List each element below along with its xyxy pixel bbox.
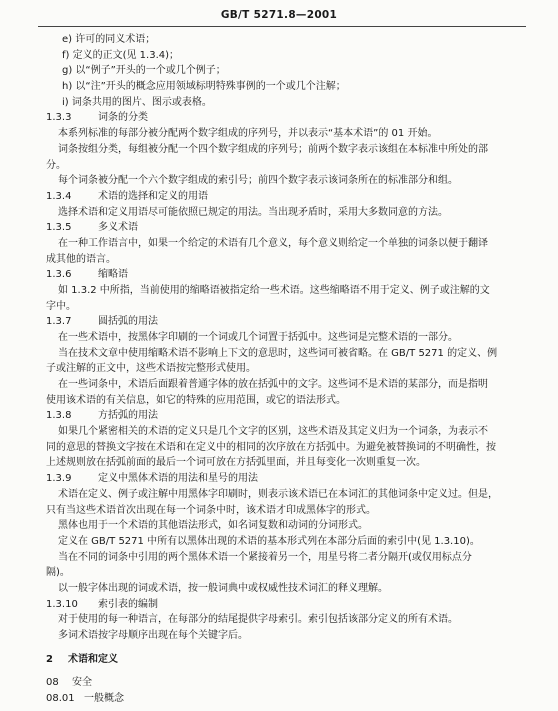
section-number: 1.3.5 bbox=[46, 222, 72, 234]
header-rule bbox=[38, 26, 526, 27]
section-number: 1.3.4 bbox=[46, 190, 72, 202]
paragraph-line: 在一些术语中，按黑体字印刷的一个词或几个词置于括弧中。这些词是完整术语的一部分。 bbox=[58, 332, 458, 343]
list-item: f) 定义的正文(见 1.3.4)； bbox=[62, 49, 180, 61]
paragraph-line: 使用该术语的有关信息，如它的特殊的应用范围，或它的语法形式。 bbox=[46, 394, 346, 406]
paragraph-line: 在一些词条中，术语后面跟着普通字体的放在括弧中的文字。这些词不是术语的某部分，而是指明 bbox=[58, 379, 488, 390]
subgroup-heading bbox=[46, 692, 124, 705]
chapter-title: 术语和定义 bbox=[68, 653, 118, 665]
chapter-number: 2 bbox=[46, 653, 53, 665]
paragraph-line: 本系列标准的每部分被分配两个数字组成的序列号，并以表示“基本术语”的 01 开始。 bbox=[58, 128, 438, 140]
paragraph-line: 术语在定义、例子或注解中用黑体字印刷时，则表示该术语已在本词汇的其他词条中定义过。但是， bbox=[58, 488, 498, 500]
section-number: 1.3.3 bbox=[46, 112, 72, 124]
paragraph-line: 隔)。 bbox=[46, 567, 70, 579]
section-heading-1-3-6 bbox=[46, 268, 128, 281]
group-title: 安全 bbox=[72, 677, 92, 689]
paragraph-line: 分。 bbox=[46, 159, 66, 171]
section-heading-1-3-4 bbox=[46, 190, 208, 203]
chapter-heading bbox=[46, 653, 118, 666]
paragraph-line: 以一般字体出现的词或术语，按一般词典中或权威性技术词汇的释义理解。 bbox=[58, 582, 388, 594]
paragraph-line: 子或注解的正文中，这些术语按完整形式使用。 bbox=[46, 363, 256, 375]
list-item: g) 以“例子”开头的一个或几个例子； bbox=[62, 65, 226, 77]
group-number: 08 bbox=[46, 677, 59, 689]
paragraph-line: 当在不同的词条中引用的两个黑体术语一个紧接着另一个，用星号将二者分隔开(或仅用标点分 bbox=[58, 551, 472, 563]
section-heading-1-3-8 bbox=[46, 409, 158, 422]
section-heading-1-3-3 bbox=[46, 111, 148, 124]
section-heading-1-3-7 bbox=[46, 315, 158, 328]
section-title: 多义术语 bbox=[98, 222, 138, 234]
section-title: 词条的分类 bbox=[98, 112, 148, 124]
paragraph-line: 上述规则放在括弧前面的最后一个词可放在方括弧里面，并且每变化一次则重复一次。 bbox=[46, 457, 426, 469]
list-item: e) 许可的同义术语； bbox=[62, 34, 156, 45]
paragraph-line: 只有当这些术语首次出现在每一个词条中时，该术语才印成黑体字的形式。 bbox=[46, 504, 376, 516]
section-title: 术语的选择和定义的用语 bbox=[98, 190, 208, 202]
paragraph-line: 多词术语按字母顺序出现在每个关键字后。 bbox=[58, 630, 248, 641]
paragraph-line: 对于使用的每一种语言，在每部分的结尾提供字母索引。索引包括该部分定义的所有术语。 bbox=[58, 614, 458, 626]
list-item: h) 以“注”开头的概念应用领域标明特殊事例的一个或几个注解； bbox=[62, 81, 346, 92]
section-heading-1-3-10 bbox=[46, 598, 158, 611]
paragraph-line: 成其他的语言。 bbox=[46, 253, 116, 265]
group-heading bbox=[46, 676, 92, 689]
section-heading-1-3-9 bbox=[46, 472, 258, 485]
paragraph-line: 词条按组分类，每组被分配一个四个数字组成的序列号；前两个数字表示该组在本标准中所处的部 bbox=[58, 143, 488, 155]
paragraph-line: 每个词条被分配一个六个数字组成的索引号；前四个数字表示该词条所在的标准部分和组。 bbox=[58, 175, 458, 187]
paragraph-line: 选择术语和定义用语尽可能依照已规定的用法。当出现矛盾时，采用大多数同意的方法。 bbox=[58, 206, 448, 218]
section-number: 1.3.6 bbox=[46, 269, 72, 281]
list-item: i) 词条共用的图片、图示或表格。 bbox=[62, 96, 212, 108]
section-heading-1-3-5 bbox=[46, 221, 138, 234]
section-title: 缩略语 bbox=[98, 269, 128, 281]
subgroup-title: 一般概念 bbox=[84, 693, 124, 704]
paragraph-line: 黑体也用于一个术语的其他语法形式，如名词复数和动词的分词形式。 bbox=[58, 520, 368, 532]
section-number: 1.3.7 bbox=[46, 316, 72, 328]
page-header: GB/T 5271.8—2001 bbox=[220, 9, 338, 21]
section-title: 索引表的编制 bbox=[98, 598, 158, 610]
paragraph-line: 如 1.3.2 中所指，当前使用的缩略语被指定给一些术语。这些缩略语不用于定义、例子或注解的文 bbox=[58, 284, 490, 296]
paragraph-line: 同的意思的替换文字按在术语和在定义中的相同的次序放在方括弧中。为避免被替换词的不明确性，按 bbox=[46, 441, 496, 453]
paragraph-line: 在一种工作语言中，如果一个给定的术语有几个意义，每个意义则给定一个单独的词条以便于翻译 bbox=[58, 237, 488, 249]
paragraph-line: 如果几个紧密相关的术语的定义只是几个文字的区别，这些术语及其定义归为一个词条，为表示不 bbox=[58, 426, 488, 438]
section-title: 定义中黑体术语的用法和星号的用法 bbox=[98, 473, 258, 485]
paragraph-line: 定义在 GB/T 5271 中所有以黑体出现的术语的基本形式列在本部分后面的索引中(见 1.3.10)。 bbox=[58, 535, 480, 547]
subgroup-number: 08.01 bbox=[46, 693, 75, 704]
paragraph-line: 当在技术文章中使用缩略术语不影响上下文的意思时，这些词可被省略。在 GB/T 5271 的定义、例 bbox=[58, 347, 498, 359]
section-number: 1.3.10 bbox=[46, 598, 78, 610]
section-number: 1.3.9 bbox=[46, 473, 72, 485]
section-number: 1.3.8 bbox=[46, 410, 72, 422]
paragraph-line: 字中。 bbox=[46, 300, 76, 312]
section-title: 方括弧的用法 bbox=[98, 410, 158, 422]
section-title: 圆括弧的用法 bbox=[98, 316, 158, 328]
